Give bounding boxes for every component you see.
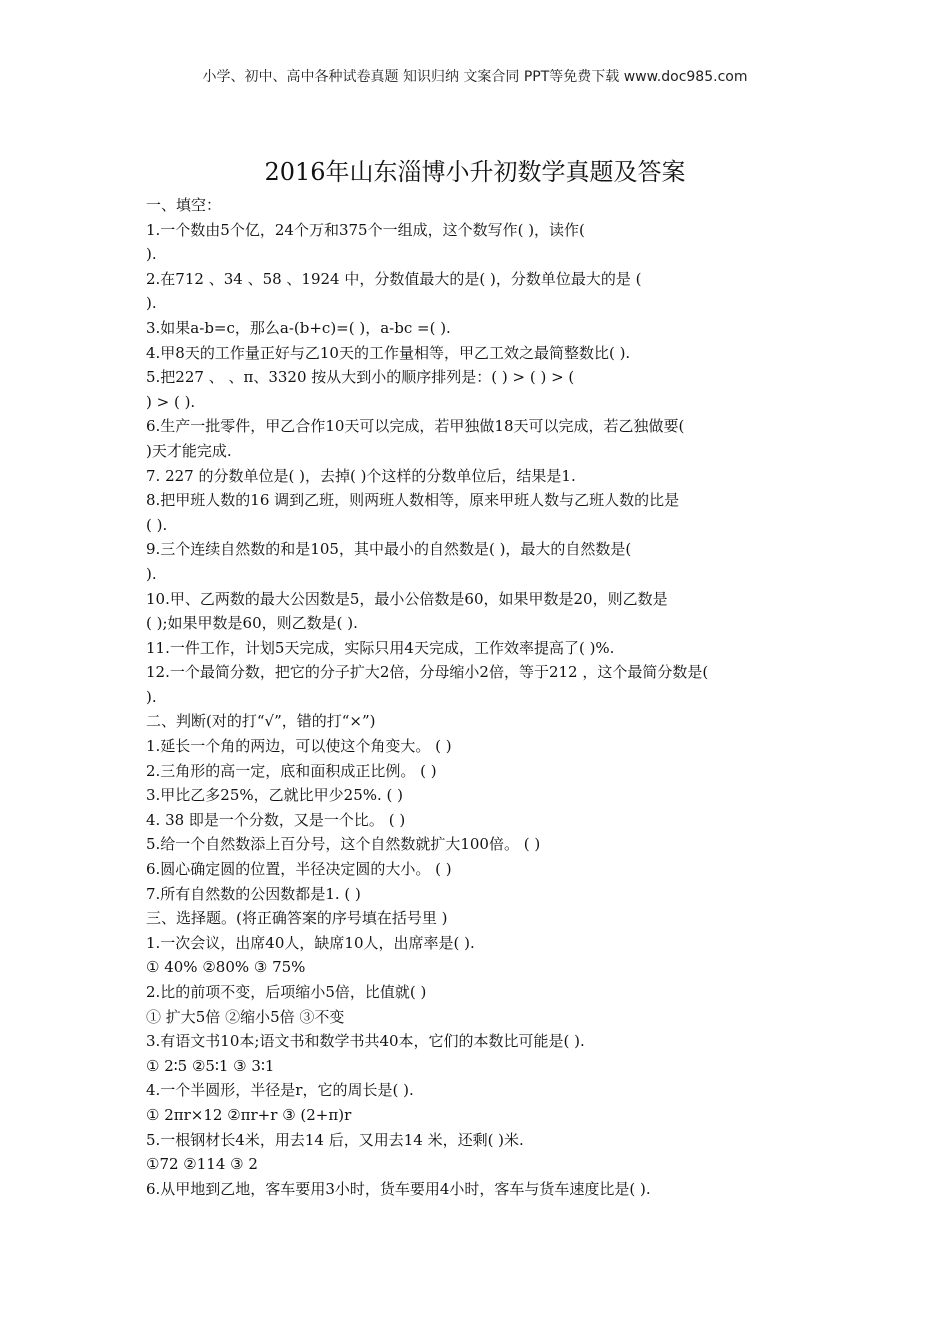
question-line: 8.把甲班人数的16 调到乙班，则两班人数相等，原来甲班人数与乙班人数的比是	[146, 491, 680, 510]
answer-options: ① 40% ②80% ③ 75%	[146, 958, 306, 977]
question-line: ).	[146, 687, 157, 706]
page-title: 2016年山东淄博小升初数学真题及答案	[264, 158, 686, 186]
question-line: 5.给一个自然数添上百分号，这个自然数就扩大100倍。 ( )	[146, 835, 541, 854]
document-body	[146, 193, 796, 1201]
question-line: 5.把227 、 、π、3320 按从大到小的顺序排列是：( ) > ( ) > (	[146, 368, 575, 387]
question-line: ) > ( ).	[146, 392, 196, 411]
question-line: 2.比的前项不变，后项缩小5倍，比值就( )	[146, 983, 427, 1001]
question-line: ( );如果甲数是60，则乙数是( ).	[146, 614, 358, 633]
question-line: ( ).	[146, 515, 168, 534]
answer-options: ① 2∶5 ②5∶1 ③ 3∶1	[146, 1056, 275, 1075]
question-line: 9.三个连续自然数的和是105，其中最小的自然数是( )，最大的自然数是(	[146, 540, 632, 559]
question-line: 4.甲8天的工作量正好与乙10天的工作量相等，甲乙工效之最简整数比( ).	[146, 343, 631, 362]
question-line: 1.一个数由5个亿，24个万和375个一组成，这个数写作( )，读作(	[146, 220, 585, 239]
section-heading-multiple-choice: 三、选择题。(将正确答案的序号填在括号里 )	[146, 909, 448, 928]
question-line: 1.延长一个角的两边，可以使这个角变大。 ( )	[146, 737, 452, 756]
question-line: 10.甲、乙两数的最大公因数是5，最小公倍数是60，如果甲数是20，则乙数是	[146, 589, 668, 608]
question-line: 2.三角形的高一定，底和面积成正比例。 ( )	[146, 761, 437, 780]
question-line: 7.所有自然数的公因数都是1. ( )	[146, 884, 361, 903]
question-line: 4. 38 即是一个分数，又是一个比。 ( )	[146, 810, 406, 829]
question-line: 6.生产一批零件，甲乙合作10天可以完成，若甲独做18天可以完成，若乙独做要(	[146, 417, 685, 436]
question-line: ).	[146, 294, 157, 313]
question-line: 3.如果a-b=c，那么a-(b+c)=( )，a-bc =( ).	[146, 318, 451, 337]
question-line: 3.有语文书10本;语文书和数学书共40本，它们的本数比可能是( ).	[146, 1032, 585, 1051]
question-line: 3.甲比乙多25%，乙就比甲少25%. ( )	[146, 786, 404, 805]
question-line: )天才能完成.	[146, 441, 232, 460]
question-line: 11.一件工作，计划5天完成，实际只用4天完成，工作效率提高了( )%.	[146, 638, 615, 657]
question-line: ).	[146, 245, 157, 264]
question-line: 6.从甲地到乙地，客车要用3小时，货车要用4小时，客车与货车速度比是( ).	[146, 1179, 651, 1198]
question-line: 5.一根钢材长4米，用去14 后，又用去14 米，还剩( )米.	[146, 1130, 524, 1149]
answer-options: ①72 ②114 ③ 2	[146, 1155, 258, 1174]
answer-options: ① 扩大5倍 ②缩小5倍 ③不变	[146, 1007, 345, 1026]
answer-options: ① 2πr×12 ②πr+r ③ (2+π)r	[146, 1105, 352, 1124]
question-line: 6.圆心确定圆的位置，半径决定圆的大小。 ( )	[146, 860, 452, 879]
section-heading-true-false: 二、判断(对的打“√”，错的打“×”)	[146, 712, 376, 731]
question-line: 1.一次会议，出席40人，缺席10人，出席率是( ).	[146, 933, 475, 952]
section-heading-fill-blank: 一、填空：	[146, 196, 222, 214]
page-header: 小学、初中、高中各种试卷真题 知识归纳 文案合同 PPT等免费下载 www.doc985.com	[202, 69, 748, 85]
question-line: 2.在712 、34 、58 、1924 中，分数值最大的是( )，分数单位最大的是 (	[146, 269, 642, 288]
question-line: 12.一个最简分数，把它的分子扩大2倍，分母缩小2倍，等于212 ，这个最简分数是(	[146, 663, 709, 682]
question-line: 7. 227 的分数单位是( )，去掉( )个这样的分数单位后，结果是1.	[146, 466, 576, 485]
question-line: ).	[146, 564, 157, 583]
question-line: 4.一个半圆形，半径是r，它的周长是( ).	[146, 1081, 414, 1100]
